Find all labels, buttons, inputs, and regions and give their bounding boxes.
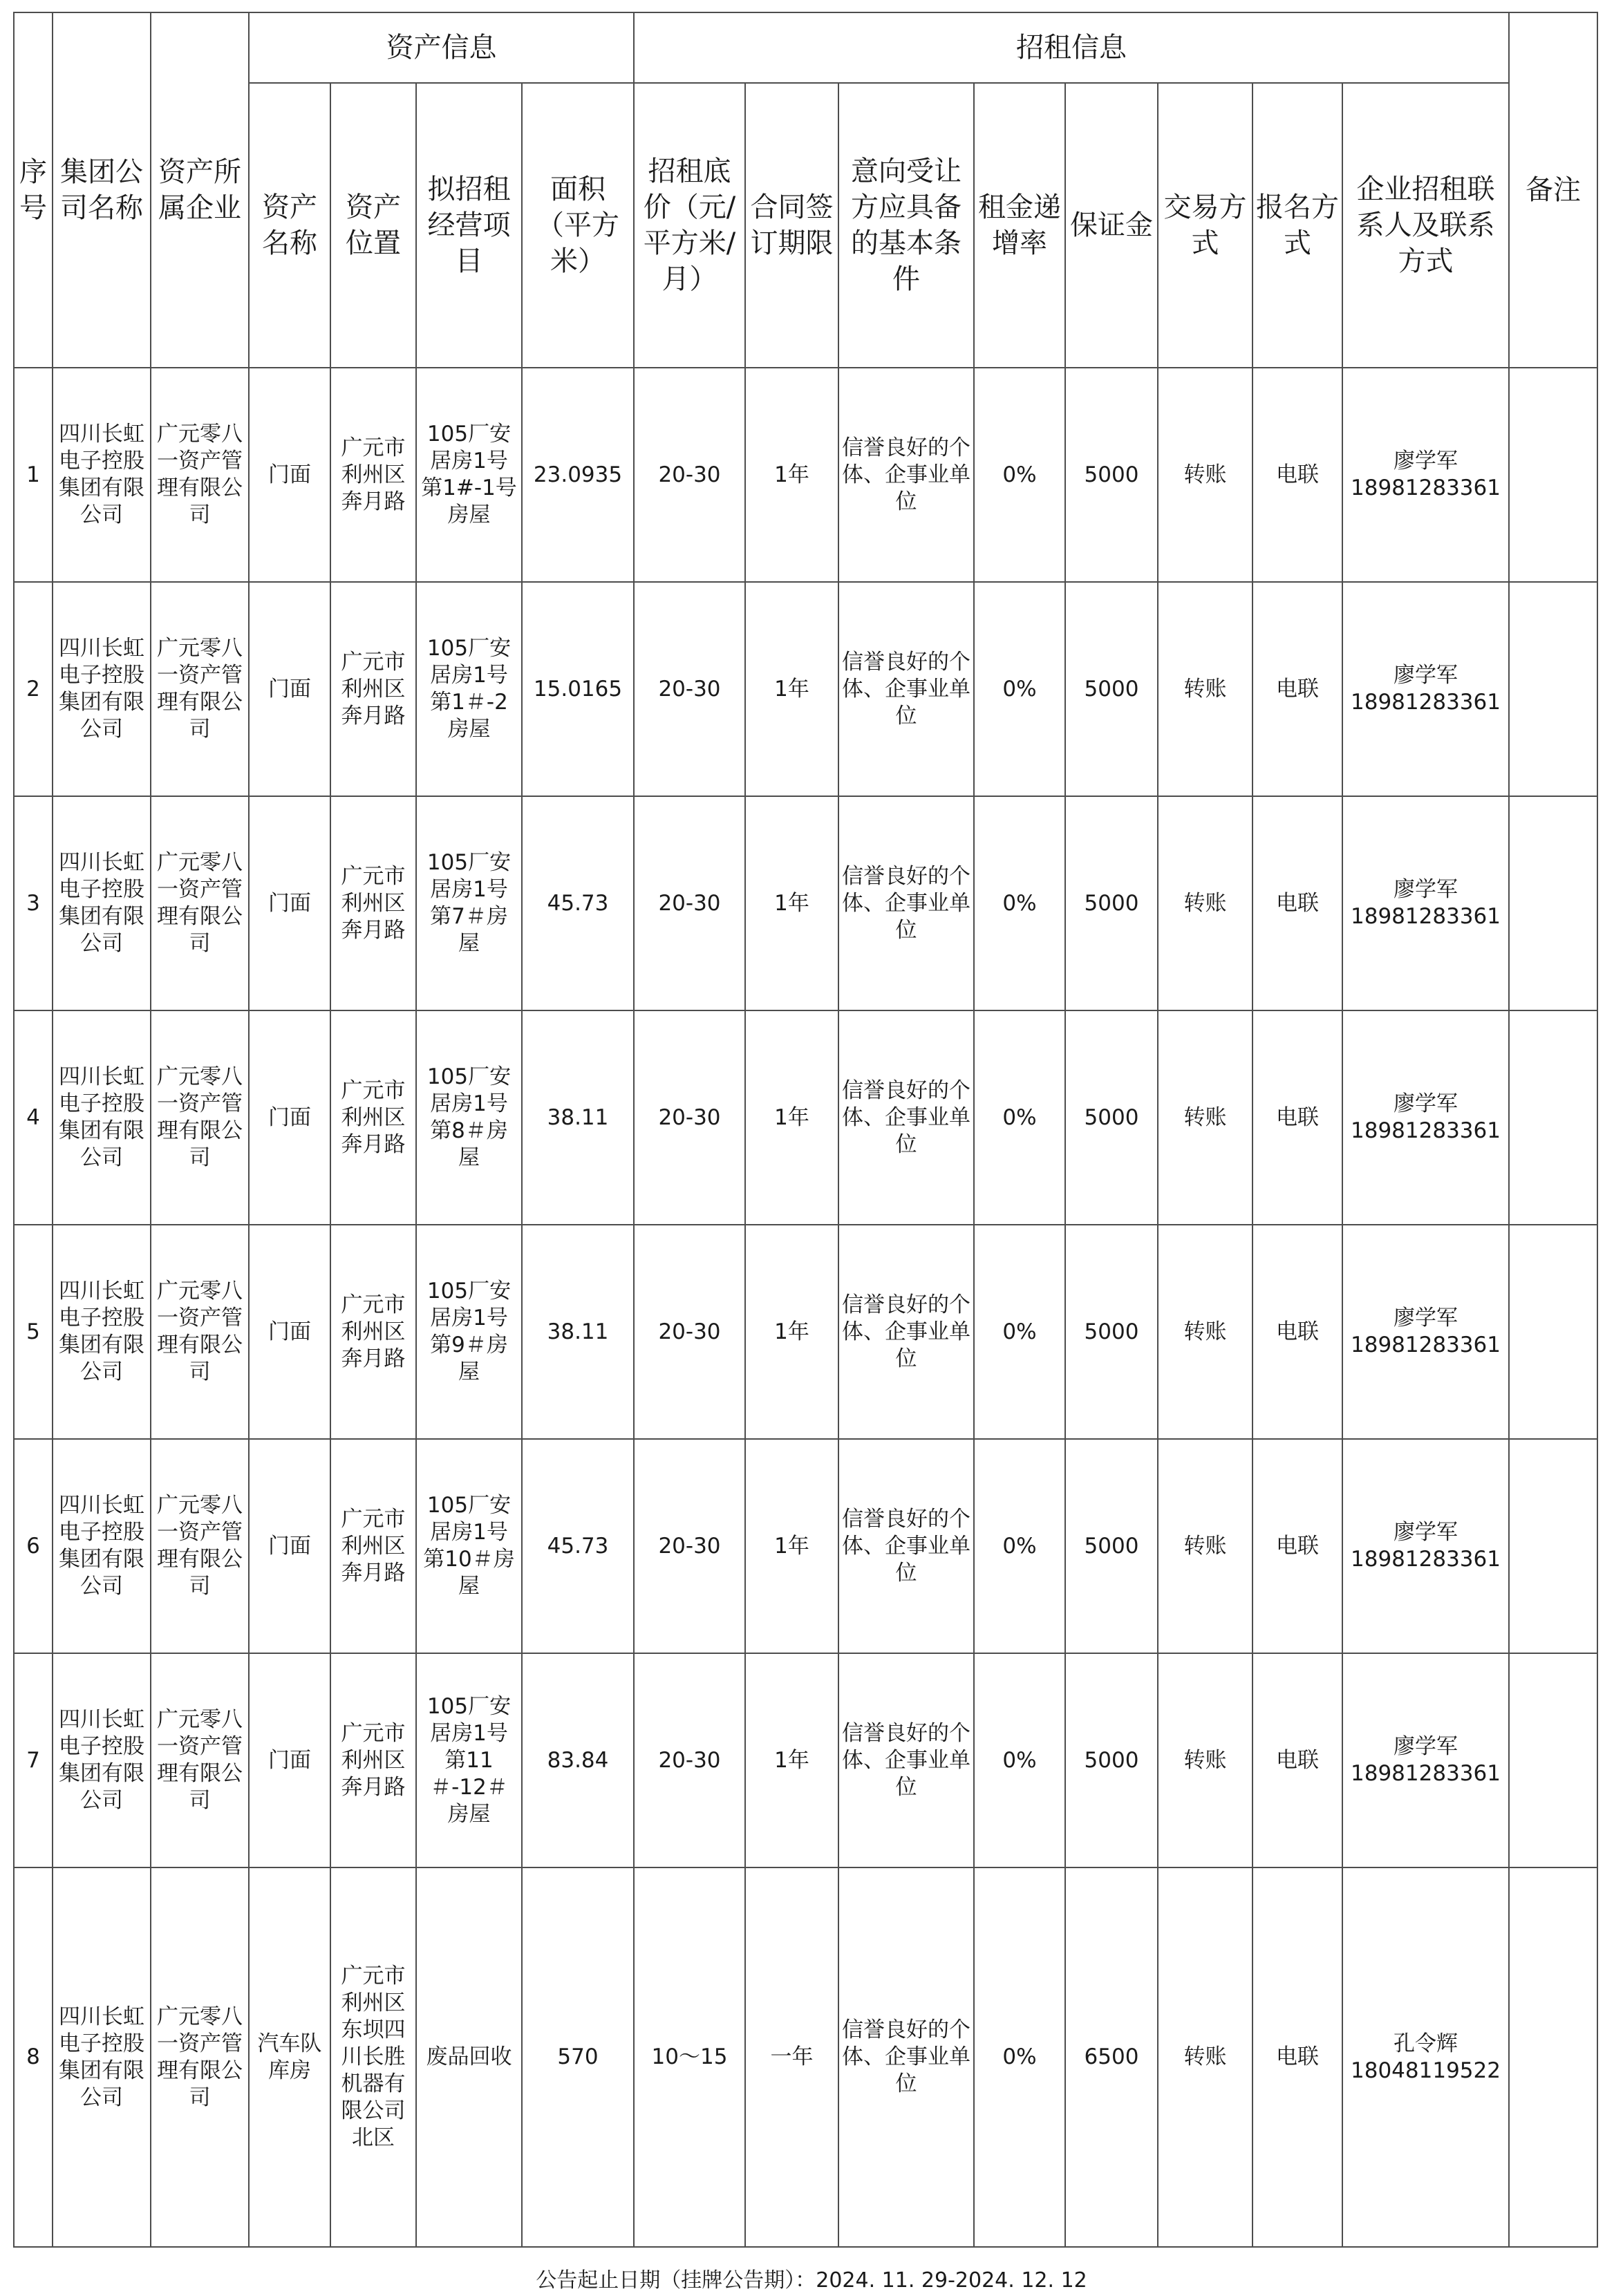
- cell-term: 1年: [745, 1439, 838, 1653]
- table-row: [14, 1439, 1597, 1653]
- cell-group-name: 四川长虹电子控股集团有限公司: [53, 796, 151, 1010]
- table-row: [14, 582, 1597, 796]
- table-header: [14, 12, 1597, 368]
- cell-signup: 电联: [1253, 1010, 1342, 1225]
- cell-group-name: 四川长虹电子控股集团有限公司: [53, 1225, 151, 1439]
- cell-remark: [1509, 1439, 1597, 1653]
- cell-increase: 0%: [974, 1653, 1065, 1867]
- cell-signup: 电联: [1253, 1225, 1342, 1439]
- table-row: [14, 1653, 1597, 1867]
- cell-asset-name: 门面: [249, 796, 330, 1010]
- table-row: [14, 1010, 1597, 1225]
- cell-business: 废品回收: [416, 1867, 522, 2247]
- header-increase: 租金递增率: [974, 83, 1065, 368]
- cell-remark: [1509, 582, 1597, 796]
- cell-area: 45.73: [522, 1439, 634, 1653]
- cell-requirements: 信誉良好的个体、企事业单位: [838, 1439, 974, 1653]
- cell-seq: 1: [14, 368, 53, 582]
- header-base-price: 招租底价（元/平方米/月）: [634, 83, 745, 368]
- cell-term: 1年: [745, 796, 838, 1010]
- cell-signup: 电联: [1253, 582, 1342, 796]
- cell-area: 23.0935: [522, 368, 634, 582]
- cell-base-price: 20-30: [634, 582, 745, 796]
- cell-trade: 转账: [1158, 1867, 1253, 2247]
- cell-seq: 8: [14, 1867, 53, 2247]
- cell-business: 105厂安居房1号第10＃房屋: [416, 1439, 522, 1653]
- cell-trade: 转账: [1158, 796, 1253, 1010]
- cell-increase: 0%: [974, 1010, 1065, 1225]
- cell-base-price: 10～15: [634, 1867, 745, 2247]
- contact-name: 廖学军: [1394, 1520, 1458, 1545]
- cell-trade: 转账: [1158, 1653, 1253, 1867]
- cell-area: 38.11: [522, 1010, 634, 1225]
- cell-area: 15.0165: [522, 582, 634, 796]
- cell-contact: [1342, 1653, 1509, 1867]
- contact-phone: 18981283361: [1351, 1761, 1501, 1786]
- cell-business: 105厂安居房1号第11＃-12＃房屋: [416, 1653, 522, 1867]
- cell-base-price: 20-30: [634, 368, 745, 582]
- header-seq: 序号: [14, 12, 53, 368]
- cell-signup: 电联: [1253, 368, 1342, 582]
- cell-asset-owner: 广元零八一资产管理有限公司: [151, 1439, 249, 1653]
- cell-asset-location: 广元市利州区奔月路: [330, 1653, 416, 1867]
- cell-contact: [1342, 1010, 1509, 1225]
- contact-phone: 18981283361: [1351, 904, 1501, 929]
- cell-trade: 转账: [1158, 368, 1253, 582]
- cell-term: 1年: [745, 368, 838, 582]
- cell-asset-name: 门面: [249, 1225, 330, 1439]
- cell-business: 105厂安居房1号第1#-1号房屋: [416, 368, 522, 582]
- cell-seq: 6: [14, 1439, 53, 1653]
- cell-increase: 0%: [974, 1867, 1065, 2247]
- header-deposit: 保证金: [1065, 83, 1158, 368]
- header-group-name: 集团公司名称: [53, 12, 151, 368]
- cell-increase: 0%: [974, 796, 1065, 1010]
- cell-increase: 0%: [974, 582, 1065, 796]
- cell-group-name: 四川长虹电子控股集团有限公司: [53, 1010, 151, 1225]
- header-area: 面积（平方米）: [522, 83, 634, 368]
- cell-asset-location: 广元市利州区奔月路: [330, 582, 416, 796]
- cell-asset-owner: 广元零八一资产管理有限公司: [151, 368, 249, 582]
- cell-seq: 2: [14, 582, 53, 796]
- cell-asset-owner: 广元零八一资产管理有限公司: [151, 1225, 249, 1439]
- cell-asset-location: 广元市利州区东坝四川长胜机器有限公司北区: [330, 1867, 416, 2247]
- cell-contact: [1342, 796, 1509, 1010]
- cell-asset-location: 广元市利州区奔月路: [330, 796, 416, 1010]
- cell-trade: 转账: [1158, 1010, 1253, 1225]
- cell-group-name: 四川长虹电子控股集团有限公司: [53, 1439, 151, 1653]
- cell-deposit: 5000: [1065, 1653, 1158, 1867]
- cell-asset-name: 门面: [249, 1653, 330, 1867]
- cell-contact: [1342, 582, 1509, 796]
- cell-signup: 电联: [1253, 1867, 1342, 2247]
- cell-group-name: 四川长虹电子控股集团有限公司: [53, 1867, 151, 2247]
- cell-base-price: 20-30: [634, 1439, 745, 1653]
- cell-trade: 转账: [1158, 582, 1253, 796]
- cell-requirements: 信誉良好的个体、企事业单位: [838, 1653, 974, 1867]
- cell-group-name: 四川长虹电子控股集团有限公司: [53, 582, 151, 796]
- cell-asset-name: 汽车队库房: [249, 1867, 330, 2247]
- cell-asset-location: 广元市利州区奔月路: [330, 1225, 416, 1439]
- table-row: [14, 796, 1597, 1010]
- cell-signup: 电联: [1253, 1439, 1342, 1653]
- cell-business: 105厂安居房1号第1＃-2房屋: [416, 582, 522, 796]
- contact-name: 廖学军: [1394, 449, 1458, 473]
- header-asset-name: 资产名称: [249, 83, 330, 368]
- table-body: [14, 368, 1597, 2247]
- cell-asset-name: 门面: [249, 368, 330, 582]
- cell-group-name: 四川长虹电子控股集团有限公司: [53, 1653, 151, 1867]
- cell-signup: 电联: [1253, 796, 1342, 1010]
- header-trade: 交易方式: [1158, 83, 1253, 368]
- header-requirements: 意向受让方应具备的基本条件: [838, 83, 974, 368]
- cell-remark: [1509, 1867, 1597, 2247]
- cell-remark: [1509, 1653, 1597, 1867]
- cell-asset-owner: 广元零八一资产管理有限公司: [151, 1867, 249, 2247]
- cell-asset-location: 广元市利州区奔月路: [330, 1439, 416, 1653]
- cell-asset-name: 门面: [249, 1439, 330, 1653]
- cell-business: 105厂安居房1号第9＃房屋: [416, 1225, 522, 1439]
- header-remark: 备注: [1509, 12, 1597, 368]
- contact-phone: 18981283361: [1351, 690, 1501, 715]
- cell-term: 1年: [745, 1010, 838, 1225]
- header-group-lease-info: 招租信息: [634, 12, 1509, 83]
- cell-term: 一年: [745, 1867, 838, 2247]
- lease-table: [13, 12, 1598, 2248]
- announcement-period: 公告起止日期（挂牌公告期）：2024. 11. 29-2024. 12. 12: [536, 2268, 1087, 2293]
- cell-asset-location: 广元市利州区奔月路: [330, 1010, 416, 1225]
- cell-requirements: 信誉良好的个体、企事业单位: [838, 1010, 974, 1225]
- contact-phone: 18981283361: [1351, 1118, 1501, 1143]
- contact-phone: 18048119522: [1351, 2058, 1501, 2083]
- contact-name: 廖学军: [1394, 1734, 1458, 1759]
- contact-phone: 18981283361: [1351, 1547, 1501, 1572]
- cell-term: 1年: [745, 1653, 838, 1867]
- cell-deposit: 5000: [1065, 368, 1158, 582]
- contact-name: 廖学军: [1394, 1091, 1458, 1116]
- header-contact: 企业招租联系人及联系方式: [1342, 83, 1509, 368]
- contact-name: 廖学军: [1394, 877, 1458, 902]
- cell-asset-owner: 广元零八一资产管理有限公司: [151, 582, 249, 796]
- cell-group-name: 四川长虹电子控股集团有限公司: [53, 368, 151, 582]
- cell-seq: 4: [14, 1010, 53, 1225]
- cell-deposit: 5000: [1065, 1439, 1158, 1653]
- cell-asset-owner: 广元零八一资产管理有限公司: [151, 1653, 249, 1867]
- cell-area: 83.84: [522, 1653, 634, 1867]
- cell-contact: [1342, 1225, 1509, 1439]
- cell-area: 570: [522, 1867, 634, 2247]
- contact-name: 廖学军: [1394, 1306, 1458, 1330]
- cell-requirements: 信誉良好的个体、企事业单位: [838, 368, 974, 582]
- cell-term: 1年: [745, 582, 838, 796]
- cell-base-price: 20-30: [634, 796, 745, 1010]
- cell-asset-owner: 广元零八一资产管理有限公司: [151, 1010, 249, 1225]
- cell-deposit: 5000: [1065, 582, 1158, 796]
- cell-asset-name: 门面: [249, 582, 330, 796]
- cell-deposit: 5000: [1065, 796, 1158, 1010]
- contact-name: 孔令辉: [1394, 2031, 1458, 2056]
- cell-requirements: 信誉良好的个体、企事业单位: [838, 582, 974, 796]
- cell-asset-location: 广元市利州区奔月路: [330, 368, 416, 582]
- cell-deposit: 5000: [1065, 1010, 1158, 1225]
- cell-asset-name: 门面: [249, 1010, 330, 1225]
- cell-seq: 3: [14, 796, 53, 1010]
- header-group-asset-info: 资产信息: [249, 12, 634, 83]
- table-row: [14, 1867, 1597, 2247]
- cell-requirements: 信誉良好的个体、企事业单位: [838, 1225, 974, 1439]
- cell-base-price: 20-30: [634, 1225, 745, 1439]
- cell-signup: 电联: [1253, 1653, 1342, 1867]
- cell-seq: 5: [14, 1225, 53, 1439]
- table-row: [14, 1225, 1597, 1439]
- cell-contact: [1342, 1867, 1509, 2247]
- header-asset-location: 资产位置: [330, 83, 416, 368]
- cell-business: 105厂安居房1号第7＃房屋: [416, 796, 522, 1010]
- cell-business: 105厂安居房1号第8＃房屋: [416, 1010, 522, 1225]
- cell-increase: 0%: [974, 368, 1065, 582]
- cell-remark: [1509, 796, 1597, 1010]
- cell-trade: 转账: [1158, 1439, 1253, 1653]
- cell-area: 45.73: [522, 796, 634, 1010]
- header-signup: 报名方式: [1253, 83, 1342, 368]
- contact-phone: 18981283361: [1351, 1333, 1501, 1357]
- cell-deposit: 5000: [1065, 1225, 1158, 1439]
- cell-increase: 0%: [974, 1225, 1065, 1439]
- contact-phone: 18981283361: [1351, 476, 1501, 500]
- cell-asset-owner: 广元零八一资产管理有限公司: [151, 796, 249, 1010]
- cell-requirements: 信誉良好的个体、企事业单位: [838, 796, 974, 1010]
- cell-requirements: 信誉良好的个体、企事业单位: [838, 1867, 974, 2247]
- cell-trade: 转账: [1158, 1225, 1253, 1439]
- cell-remark: [1509, 368, 1597, 582]
- cell-base-price: 20-30: [634, 1653, 745, 1867]
- cell-contact: [1342, 1439, 1509, 1653]
- cell-increase: 0%: [974, 1439, 1065, 1653]
- cell-remark: [1509, 1225, 1597, 1439]
- header-asset-owner: 资产所属企业: [151, 12, 249, 368]
- cell-deposit: 6500: [1065, 1867, 1158, 2247]
- header-business: 拟招租经营项目: [416, 83, 522, 368]
- cell-base-price: 20-30: [634, 1010, 745, 1225]
- cell-area: 38.11: [522, 1225, 634, 1439]
- table-row: [14, 368, 1597, 582]
- contact-name: 廖学军: [1394, 663, 1458, 688]
- cell-term: 1年: [745, 1225, 838, 1439]
- cell-remark: [1509, 1010, 1597, 1225]
- cell-contact: [1342, 368, 1509, 582]
- header-term: 合同签订期限: [745, 83, 838, 368]
- cell-seq: 7: [14, 1653, 53, 1867]
